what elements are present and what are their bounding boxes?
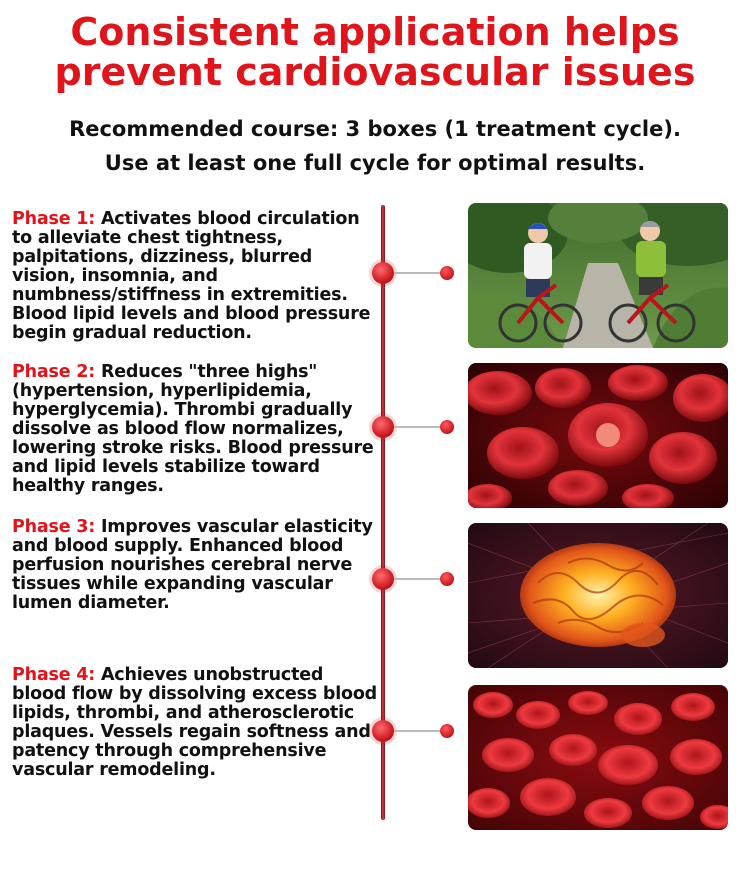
timeline-dot-4 [440,724,454,738]
timeline-node-4 [372,720,394,742]
page-title [0,12,750,92]
phase-3-label: Phase 3: [12,517,96,537]
title-line-2: prevent cardiovascular issues [54,50,696,94]
phase-3-text [12,518,380,613]
phase-1-text [12,210,380,343]
blood-cells-image [468,363,728,508]
timeline-dot-1 [440,266,454,280]
subtitle-line-2: Use at least one full cycle for optimal results. [104,151,646,175]
phase-4-label: Phase 4: [12,665,96,685]
phase-4-text [12,666,380,780]
timeline-connector-2 [394,426,444,428]
red-blood-cells-image [468,685,728,830]
timeline-node-1 [372,262,394,284]
cycling-couple-image [468,203,728,348]
phase-1-description: Activates blood circulation to alleviate chest tightness, palpitations, dizziness, blurred vision, insomnia, and numbness/stiffness in extremities. Blood lipid levels and blood pressure begin gradual reduction. [12,209,371,343]
timeline-dot-3 [440,572,454,586]
phase-2-description: Reduces "three highs" (hypertension, hyperlipidemia, hyperglycemia). Thrombi gradually dissolve as blood flow normalizes, lowering stroke risks. Blood pressure and lipid levels stabilize toward healthy ranges. [12,362,374,496]
timeline-dot-2 [440,420,454,434]
brain-image [468,523,728,668]
phase-4-description: Achieves unobstructed blood flow by dissolving excess blood lipids, thrombi, and atherosclerotic plaques. Vessels regain softness and patency through comprehensive vascular remodeling. [12,665,377,780]
timeline-connector-3 [394,578,444,580]
timeline-node-3 [372,568,394,590]
phase-2-text [12,363,380,496]
timeline-connector-1 [394,272,444,274]
timeline-node-2 [372,416,394,438]
phase-3-description: Improves vascular elasticity and blood supply. Enhanced blood perfusion nourishes cerebral nerve tissues while expanding vascular lumen diameter. [12,517,373,613]
phase-1-label: Phase 1: [12,209,96,229]
title-line-1: Consistent application helps [70,10,680,54]
timeline-connector-4 [394,730,444,732]
subtitle-line-1: Recommended course: 3 boxes (1 treatment cycle). [69,117,681,141]
phase-2-label: Phase 2: [12,362,96,382]
